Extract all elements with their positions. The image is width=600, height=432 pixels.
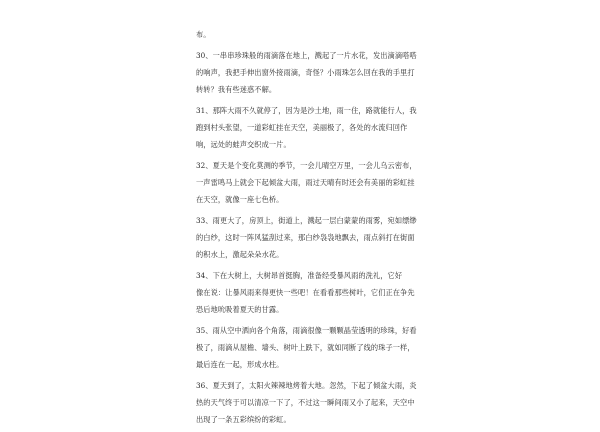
paragraph-line: 31、那阵大雨不久就停了，因为是沙土地，雨一住，路就能行人，我 [196, 106, 417, 115]
paragraph-line: 35、雨从空中洒向各个角落，雨滴很像一颗颗晶莹透明的珍珠，好看 [196, 326, 417, 335]
paragraph-35 [196, 322, 417, 373]
paragraph-line: 33、雨更大了，房顶上，街道上，溅起一层白蒙蒙的雨雾，宛如缥缈 [196, 216, 417, 225]
document-body [196, 0, 417, 432]
paragraph-line: 在天空，就像一座七色桥。 [196, 195, 284, 204]
paragraph-line: 的响声，我把手伸出窗外接雨滴，奇怪？小雨珠怎么回在我的手里打 [196, 68, 415, 77]
paragraph-line: 一声雷鸣马上就会下起倾盆大雨，雨过天晴有时还会有美丽的彩虹挂 [196, 178, 415, 187]
paragraph-line: 36、夏天到了，太阳火辣辣地烤着大地。忽然，下起了倾盆大雨，炎 [196, 381, 417, 390]
paragraph-31 [196, 102, 417, 153]
paragraph-36 [196, 377, 417, 428]
paragraph-line: 最后连在一起，形成水柱。 [196, 360, 284, 369]
paragraph-33 [196, 212, 417, 263]
paragraph-line: 出现了一条五彩缤纷的彩虹。 [196, 415, 291, 424]
paragraph-line: 30、一串串珍珠般的雨滴落在地上，溅起了一片水花，发出滴滴嗒嗒 [196, 51, 417, 60]
paragraph-line: 转转？我有些迷惑不解。 [196, 85, 277, 94]
paragraph-line: 极了，雨滴从屋檐、墙头、树叶上跌下，就如同断了线的珠子一样， [196, 343, 415, 352]
paragraph-line: 34、下在大树上，大树昂首挺胸，准备经受暴风雨的洗礼，它好 [196, 271, 403, 280]
paragraph-line: 32、夏天是个变化莫测的季节，一会儿晴空万里，一会儿乌云密布， [196, 161, 417, 170]
paragraph-34 [196, 267, 415, 318]
paragraph-line: 跑到村头张望，一道彩虹挂在天空，美丽极了，各处的水流归回作 [196, 123, 408, 132]
paragraph-line: 的积水上，激起朵朵水花。 [196, 250, 284, 259]
paragraph-line: 响，远处的蛙声交织成一片。 [196, 140, 291, 149]
paragraph-line: 的白纱，这时一阵风猛刮过来，那白纱袅袅地飘去，雨点斜打在街面 [196, 233, 415, 242]
paragraph-30 [196, 47, 417, 98]
paragraph-line: 恐后地吮吸着夏天的甘露。 [196, 305, 284, 314]
paragraph-line: 像在说：让暴风雨来得更快一些吧！在看看那些树叶，它们正在争先 [196, 288, 415, 297]
paragraph-fragment: 布。 [196, 30, 211, 39]
paragraph-line: 热的天气终于可以清凉一下了，不过这一瞬间雨又小了起来，天空中 [196, 398, 415, 407]
paragraph-32 [196, 157, 417, 208]
